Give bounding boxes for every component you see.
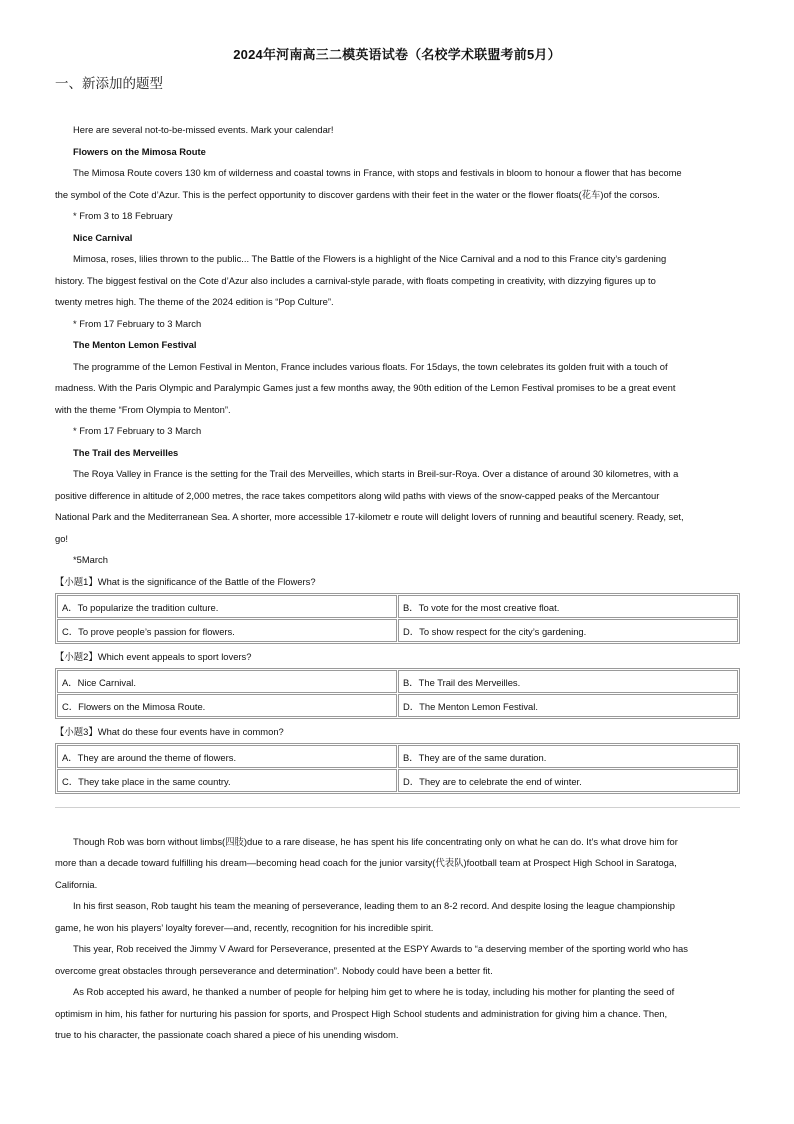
option-b[interactable]: B．The Trail des Merveilles. (398, 670, 738, 693)
event-date: * From 3 to 18 February (73, 210, 173, 221)
document-title: 2024年河南高三二模英语试卷（名校学术联盟考前5月） (233, 47, 561, 62)
event-text-line: Mimosa, roses, lilies thrown to the public... The Battle of the Flowers is a highlight of the Nice Carnival and a nod to this France city’s gardening (73, 253, 667, 264)
event-date: * From 17 February to 3 March (73, 425, 202, 436)
question-stem: 【小题2】Which event appeals to sport lovers? (55, 651, 252, 662)
event-text-line: go! (55, 533, 69, 544)
passage-line: This year, Rob received the Jimmy V Award for Perseverance, presented at the ESPY Awards to “a deserving member of the sporting world who has (73, 943, 688, 954)
event-text-line: the symbol of the Cote d’Azur. This is the perfect opportunity to discover gardens with their feet in the water or the flower floats(花车)of the corsos. (55, 189, 660, 200)
passage-line: game, he won his players’ loyalty forever—and, recently, recognition for his incredible spirit. (55, 922, 434, 933)
passage-line: more than a decade toward fulfilling his dream—becoming head coach for the junior varsity(代表队)football team at Prospect High School in Saratoga, (55, 857, 677, 868)
passage-line: Though Rob was born without limbs(四肢)due to a rare disease, he has spent his life concentrating only on what he can do. It’s what drove him for (73, 836, 678, 847)
section-divider (55, 807, 740, 808)
options-table (55, 668, 740, 719)
event-text-line: The Mimosa Route covers 130 km of wilderness and coastal towns in France, with stops and festivals in bloom to honour a flower that has become (73, 167, 682, 178)
passage-line: true to his character, the passionate coach shared a piece of his unending wisdom. (55, 1029, 399, 1040)
event-heading: Nice Carnival (73, 232, 133, 243)
option-b[interactable]: B．They are of the same duration. (398, 745, 738, 768)
section-heading: 一、新添加的题型 (55, 76, 163, 91)
event-date: * From 17 February to 3 March (73, 318, 202, 329)
option-b[interactable]: B．To vote for the most creative float. (398, 595, 738, 618)
passage-line: As Rob accepted his award, he thanked a number of people for helping him get to where he is today, including his mother for planting the seed of (73, 986, 675, 997)
option-d[interactable]: D．The Menton Lemon Festival. (398, 694, 738, 717)
event-text-line: National Park and the Mediterranean Sea. A shorter, more accessible 17-kilometr e route will delight lovers of running and beautiful scenery. Ready, set, (55, 511, 684, 522)
option-c[interactable]: C．To prove people’s passion for flowers. (57, 619, 397, 642)
question-stem: 【小题3】What do these four events have in common? (55, 726, 284, 737)
options-table (55, 593, 740, 644)
passage-line: California. (55, 879, 98, 890)
event-text-line: positive difference in altitude of 2,000 metres, the race takes competitors along wild paths with views of the snow-capped peaks of the Mercantour (55, 490, 660, 501)
option-d[interactable]: D．To show respect for the city’s gardening. (398, 619, 738, 642)
option-a[interactable]: A．They are around the theme of flowers. (57, 745, 397, 768)
passage-line: overcome great obstacles through perseverance and determination”. Nobody could have been a better fit. (55, 965, 493, 976)
option-c[interactable]: C．They take place in the same country. (57, 769, 397, 792)
event-date: *5March (73, 554, 108, 565)
options-table (55, 743, 740, 794)
event-text-line: madness. With the Paris Olympic and Paralympic Games just a few months away, the 90th edition of the Lemon Festival promises to be a great event (55, 382, 676, 393)
event-text-line: history. The biggest festival on the Cote d’Azur also includes a carnival-style parade, with floats competing in creativity, with dizzying figures up to (55, 275, 656, 286)
event-text-line: with the theme “From Olympia to Menton”. (55, 404, 231, 415)
option-a[interactable]: A．Nice Carnival. (57, 670, 397, 693)
question-stem: 【小题1】What is the significance of the Battle of the Flowers? (55, 576, 316, 587)
passage-intro: Here are several not-to-be-missed events. Mark your calendar! (73, 124, 334, 135)
option-c[interactable]: C．Flowers on the Mimosa Route. (57, 694, 397, 717)
event-text-line: The Roya Valley in France is the setting for the Trail des Merveilles, which starts in Breil-sur-Roya. Over a distance of around 30 kilometres, with a (73, 468, 679, 479)
event-heading: The Trail des Merveilles (73, 447, 179, 458)
event-text-line: The programme of the Lemon Festival in Menton, France includes various floats. For 15days, the town celebrates its golden fruit with a touch of (73, 361, 668, 372)
event-text-line: twenty metres high. The theme of the 2024 edition is “Pop Culture”. (55, 296, 334, 307)
event-heading: Flowers on the Mimosa Route (73, 146, 206, 157)
event-heading: The Menton Lemon Festival (73, 339, 197, 350)
passage-line: In his first season, Rob taught his team the meaning of perseverance, leading them to an 8-2 record. And despite losing the league championship (73, 900, 675, 911)
option-a[interactable]: A．To popularize the tradition culture. (57, 595, 397, 618)
passage-line: optimism in him, his father for nurturing his passion for sports, and Prospect High School students and administration for giving him a chance. Then, (55, 1008, 668, 1019)
option-d[interactable]: D．They are to celebrate the end of winter. (398, 769, 738, 792)
